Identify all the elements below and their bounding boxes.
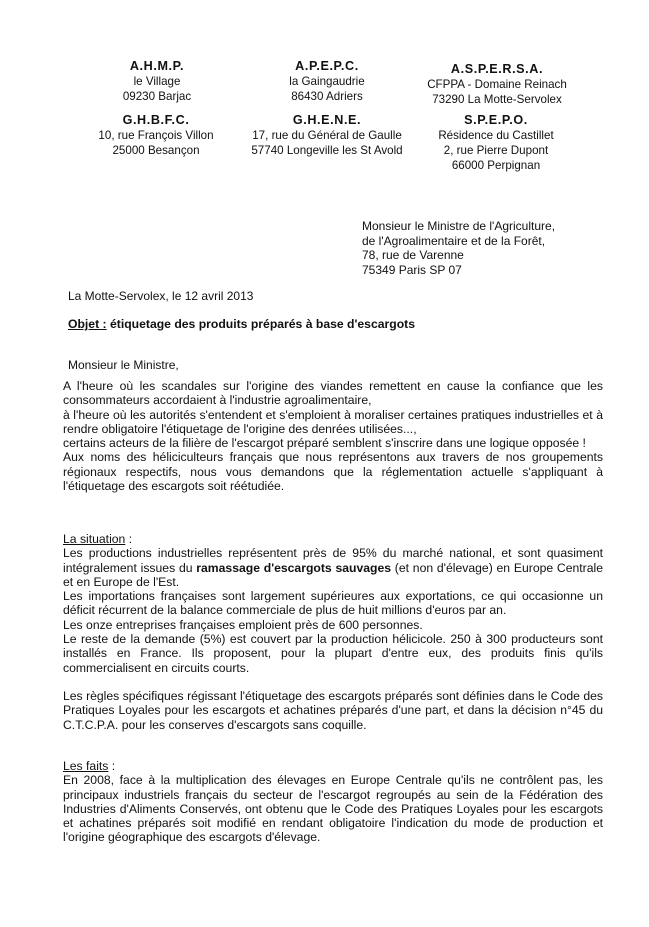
org-address-line: 09230 Barjac [122, 90, 192, 103]
org-address-line: 57740 Longeville les St Avold [251, 144, 403, 157]
heading-colon: : [125, 532, 133, 546]
org-ahmp [95, 59, 219, 104]
faits-section [63, 759, 603, 845]
org-name: S.P.E.P.O. [464, 113, 528, 127]
org-aspersa [416, 62, 578, 107]
paragraph: A l'heure où les scandales sur l'origine des viandes remettent en cause la confiance que les consommateurs accordaient à l'industrie agroalimentaire, [63, 379, 603, 408]
heading-text: La situation [63, 532, 126, 546]
paragraph: En 2008, face à la multiplication des élevages en Europe Centrale qu'ils ne contrôlent pas, les principaux industriels français du secteur de l'escargot regroupés au sein de la Fédération des Industries d'Aliments Conservés, ont obtenu que le Code des Pratiques Loyales pour les escargots et achatines préparés soit modifié en rendant obligatoire l'indication du mode de production et l'origine géographique des escargots d'élevage. [63, 773, 603, 845]
recipient-line: Monsieur le Ministre de l'Agriculture, [362, 219, 556, 233]
bold-text: ramassage d'escargots sauvages [196, 560, 392, 575]
org-name: A.S.P.E.R.S.A. [450, 62, 544, 76]
org-address-line: le Village [133, 75, 181, 88]
text-run: (et non d'élevage) en Europe Centrale et en Europe de l'Est. [63, 560, 604, 589]
paragraph: Les règles spécifiques régissant l'étiquetage des escargots préparés sont définies dans le Code des Pratiques Loyales pour les escargots et achatines préparés d'une part, et dans la décision n°45 du C.T.C.P.A. pour les conserves d'escargots sans coquille. [63, 688, 603, 732]
section-heading [63, 759, 603, 773]
recipient-address [362, 219, 555, 277]
org-address-line: 86430 Adriers [291, 90, 363, 103]
org-name: A.P.E.P.C. [295, 59, 359, 73]
org-name: A.H.M.P. [129, 59, 185, 73]
org-name: G.H.B.F.C. [122, 113, 190, 127]
org-spepo [420, 113, 572, 173]
org-apepc [262, 59, 392, 104]
paragraph: à l'heure où les autorités s'entendent et s'emploient à moraliser certaines pratiques industrielles et à rendre obligatoire l'étiquetage de l'origine des denrées utilisées..., [63, 407, 603, 436]
org-address-line: 73290 La Motte-Servolex [432, 93, 562, 106]
org-address-line: 10, rue François Villon [98, 129, 214, 142]
recipient-line: de l'Agroalimentaire et de la Forêt, [362, 233, 546, 248]
subject-colon: : [99, 317, 107, 331]
intro-section [63, 379, 603, 493]
heading-colon: : [108, 759, 116, 773]
subject-label: Objet [68, 317, 100, 331]
paragraph [63, 546, 603, 589]
text-run: Les productions industrielles représentent près de 95% du marché national, et sont quasiment intégralement issues du [63, 546, 603, 575]
org-address-line: Résidence du Castillet [438, 129, 554, 142]
subject-text: étiquetage des produits préparés à base d'escargots [106, 317, 415, 331]
org-address-line: 66000 Perpignan [451, 159, 541, 172]
org-ghbfc [80, 113, 232, 158]
recipient-line: 75349 Paris SP 07 [362, 262, 462, 277]
heading-text: Les faits [63, 759, 109, 773]
paragraph: Aux noms des héliciculteurs français que nous représentons aux travers de nos groupements régionaux respectifs, nous vous demandons que la réglementation actuelle s'appliquant à l'étiquetage des escargots soit réétudiée. [63, 450, 603, 494]
org-ghene [240, 113, 414, 158]
org-address-line: 25000 Besançon [112, 144, 200, 157]
place-date: La Motte-Servolex, le 12 avril 2013 [68, 289, 254, 303]
org-name: G.H.E.N.E. [292, 113, 362, 127]
section-heading [63, 532, 603, 546]
salutation: Monsieur le Ministre, [68, 358, 179, 372]
paragraph: Les onze entreprises françaises emploient près de 600 personnes. [63, 617, 423, 632]
paragraph: Les importations françaises sont largement supérieures aux exportations, ce qui occasionne un déficit récurrent de la balance commerciale de plus de huit millions d'euros par an. [63, 589, 603, 618]
recipient-line: 78, rue de Varenne [362, 248, 464, 263]
org-address-line: la Gaingaudrie [289, 75, 365, 88]
org-address-line: 2, rue Pierre Dupont [443, 144, 549, 157]
paragraph: certains acteurs de la filière de l'escargot préparé semblent s'inscrire dans une logique opposée ! [63, 436, 586, 451]
subject-line [68, 317, 415, 331]
org-address-line: 17, rue du Général de Gaulle [252, 129, 402, 142]
paragraph: Le reste de la demande (5%) est couvert par la production hélicicole. 250 à 300 producteurs sont installés en France. Ils proposent, pour la plupart d'entre eux, des produits finis qu'ils commercialisent en circuits courts. [63, 632, 603, 675]
org-address-line: CFPPA - Domaine Reinach [427, 78, 567, 91]
situation-section [63, 532, 603, 732]
